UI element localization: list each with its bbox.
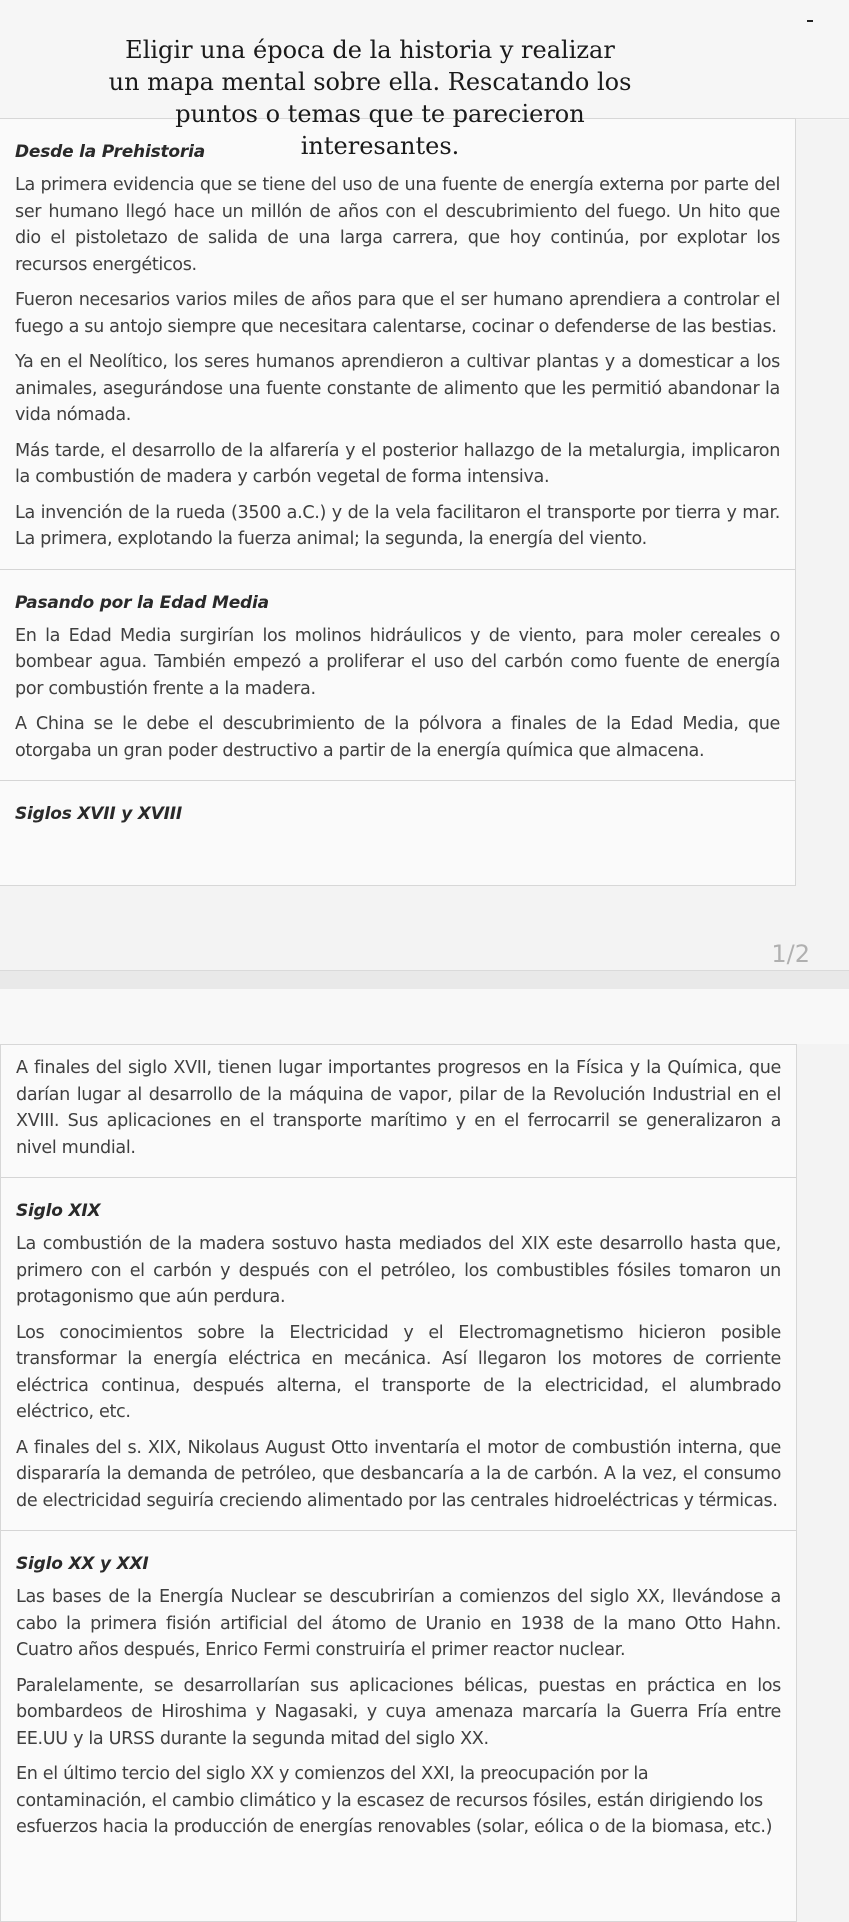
- paragraph: Los conocimientos sobre la Electricidad y el Electromagnetismo hicieron posible transformar la energía eléctrica en mecánica. Así llegaron los motores de corriente eléctrica continua, después alterna, el transporte de la electricidad, el alumbrado eléctrico, etc.: [16, 1322, 781, 1422]
- section-heading: Siglo XX y XXI: [16, 1554, 149, 1574]
- handwritten-line: Eligir una época de la historia y realizar: [125, 36, 615, 64]
- section-edad-media: [0, 569, 795, 765]
- section-heading: Siglos XVII y XVIII: [15, 804, 183, 824]
- page-2-top-margin: [0, 989, 849, 1044]
- paragraph: En el último tercio del siglo XX y comienzos del XXI, la preocupación por la contaminación, el cambio climático y la escasez de recursos fósiles, están dirigiendo los esfuerzos hacia la producción de energías renovables (solar, eólica o de la biomasa, etc.): [16, 1764, 773, 1837]
- paragraph: A finales del siglo XVII, tienen lugar importantes progresos en la Física y la Química, que darían lugar al desarrollo de la máquina de vapor, pilar de la Revolución Industrial en el XVIII. Sus aplicaciones en el transporte marítimo y en el ferrocarril se generalizaron a nivel mundial.: [16, 1058, 781, 1158]
- section-heading: Siglo XIX: [16, 1201, 101, 1221]
- paragraph: Paralelamente, se desarrollarían sus aplicaciones bélicas, puestas en práctica en los bombardeos de Hiroshima y Nagasaki, y cuya amenaza marcaría la Guerra Fría entre EE.UU y la URSS durante la segunda mitad del siglo XX.: [16, 1675, 781, 1749]
- paragraph: A finales del s. XIX, Nikolaus August Otto inventaría el motor de combustión interna, que dispararía la demanda de petróleo, que desbancaría a la de carbón. A la vez, el consumo de electricidad seguiría creciendo alimentado por las centrales hidroeléctricas y térmicas.: [16, 1437, 781, 1511]
- paragraph: La combustión de la madera sostuvo hasta mediados del XIX este desarrollo hasta que, primero con el carbón y después con el petróleo, los combustibles fósiles tomaron un protagonismo que aún perdura.: [16, 1234, 781, 1307]
- section-siglo-xvii-continued: [1, 1045, 796, 1161]
- paragraph: Las bases de la Energía Nuclear se descubrirían a comienzos del siglo XX, llevándose a cabo la primera fisión artificial del átomo de Uranio en 1938 de la mano Otto Hahn. Cuatro años después, Enrico Fermi construiría el primer reactor nuclear.: [16, 1587, 781, 1660]
- paragraph: A China se le debe el descubrimiento de la pólvora a finales de la Edad Media, que otorgaba un gran poder destructivo a partir de la energía química que almacena.: [15, 714, 780, 761]
- section-siglo-xix: [1, 1177, 796, 1514]
- handwritten-note: [90, 34, 650, 162]
- section-siglo-xx-xxi: [1, 1530, 796, 1841]
- paragraph: Ya en el Neolítico, los seres humanos aprendieron a cultivar plantas y a domesticar a los animales, asegurándose una fuente constante de alimento que les permitió abandonar la vida nómada.: [15, 352, 780, 425]
- paragraph: En la Edad Media surgirían los molinos hidráulicos y de viento, para moler cereales o bombear agua. También empezó a proliferar el uso del carbón como fuente de energía por combustión frente a la madera.: [15, 625, 780, 699]
- paragraph: Más tarde, el desarrollo de la alfarería y el posterior hallazgo de la metalurgia, implicaron la combustión de madera y carbón vegetal de forma intensiva.: [15, 440, 780, 487]
- page-gap: [0, 971, 849, 989]
- handwritten-line: interesantes.: [300, 132, 460, 160]
- paragraph: Fueron necesarios varios miles de años para que el ser humano aprendiera a controlar el fuego a su antojo siempre que necesitara calentarse, cocinar o defenderse de las bestias.: [15, 290, 780, 337]
- section-siglos-xvii-xviii: [0, 780, 795, 834]
- handwritten-line: un mapa mental sobre ella. Rescatando los: [108, 68, 632, 96]
- paragraph: La primera evidencia que se tiene del uso de una fuente de energía externa por parte del ser humano llegó hace un millón de años con el descubrimiento del fuego. Un hito que dio el pistoletazo de salida de una larga carrera, que hoy continúa, por explotar los recursos energéticos.: [15, 175, 780, 275]
- paragraph: La invención de la rueda (3500 a.C.) y de la vela facilitaron el transporte por tierra y mar. La primera, explotando la fuerza animal; la segunda, la energía del viento.: [15, 502, 780, 549]
- page-number: 1/2: [771, 940, 810, 968]
- document-page-2: [0, 1044, 797, 1922]
- section-prehistoria: [0, 119, 795, 553]
- section-heading: Desde la Prehistoria: [15, 142, 205, 162]
- section-heading: Pasando por la Edad Media: [15, 592, 269, 613]
- document-page-1: [0, 118, 796, 886]
- status-mark: [807, 20, 813, 22]
- handwritten-line: puntos o temas que te parecieron: [175, 100, 585, 128]
